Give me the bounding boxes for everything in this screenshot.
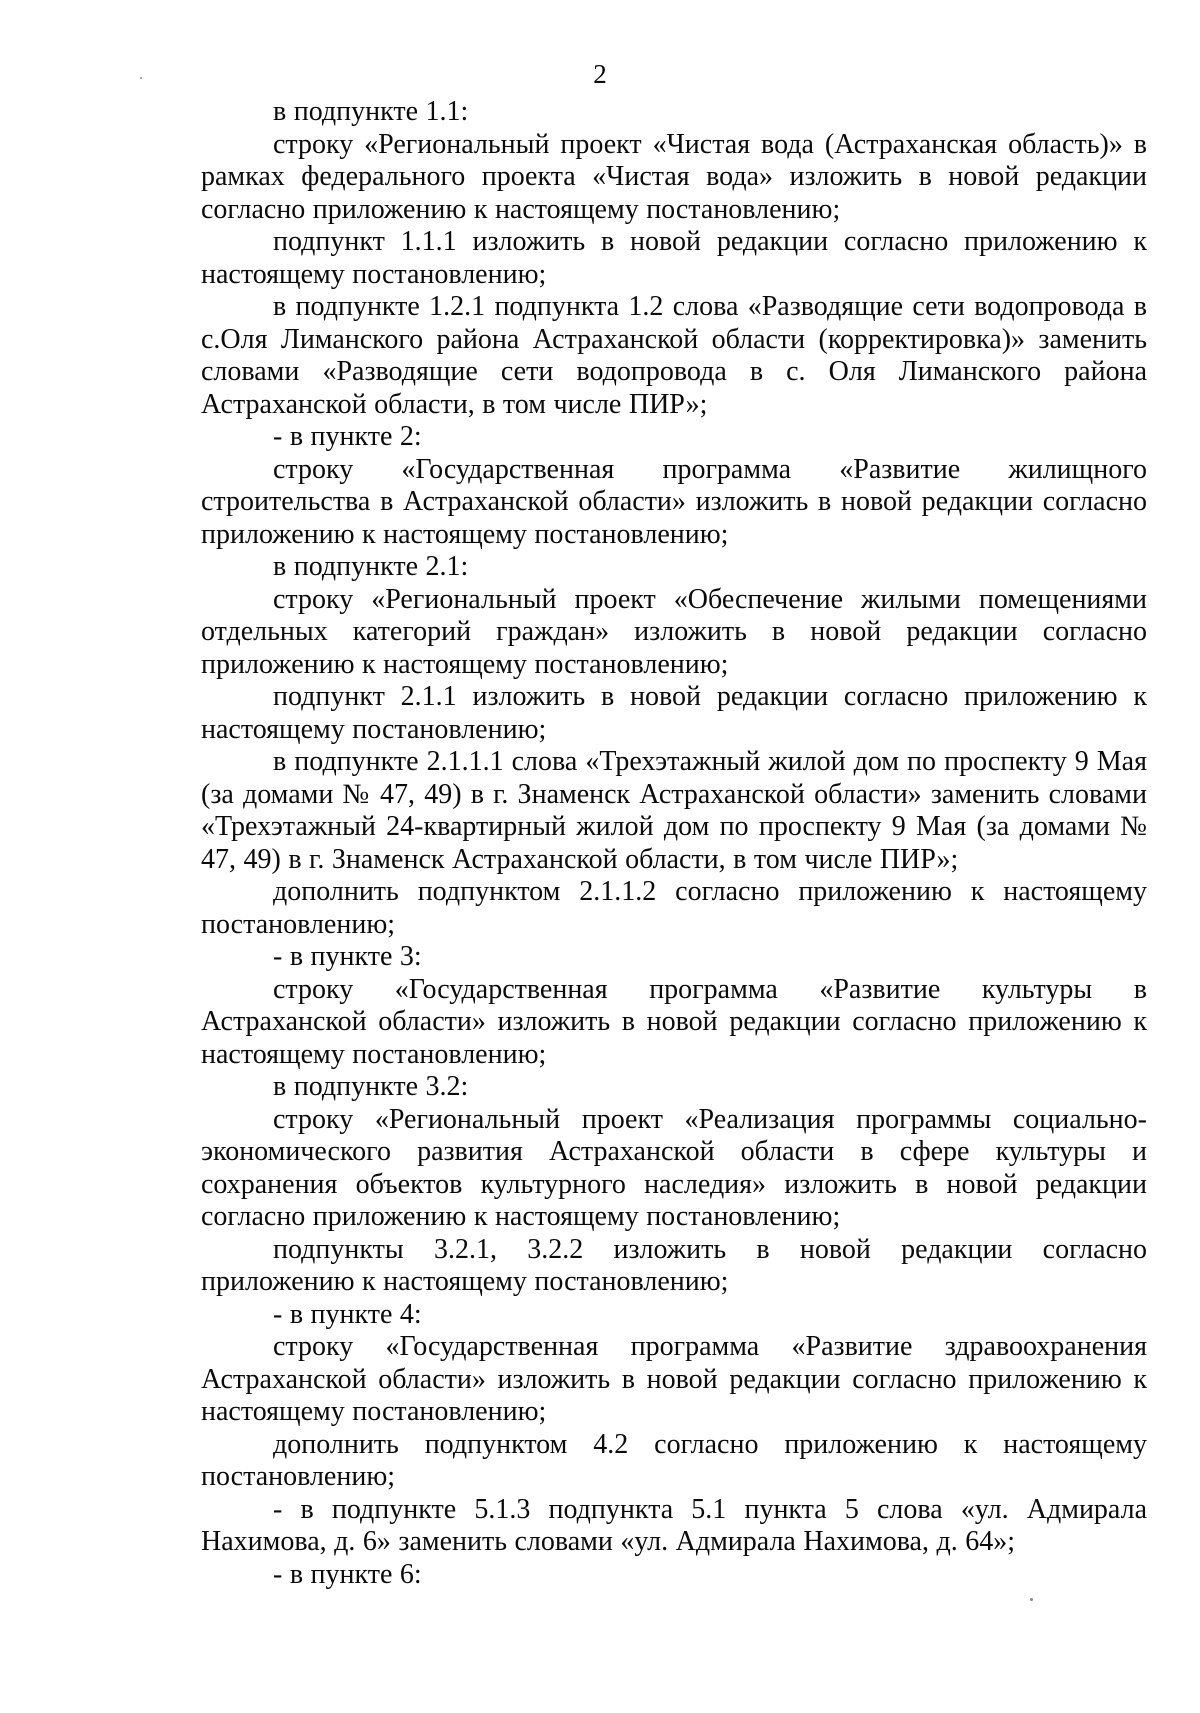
paragraph: дополнить подпунктом 4.2 согласно приложению к настоящему постановлению;	[201, 1428, 1147, 1492]
paragraph: - в пункте 2:	[273, 421, 422, 452]
paragraph: - в подпункте 5.1.3 подпункта 5.1 пункта 5 слова «ул. Адмирала Нахимова, д. 6» заменить словами «ул. Адмирала Нахимова, д. 64»;	[201, 1493, 1147, 1557]
paragraph: строку «Государственная программа «Развитие здравоохранения Астраханской области» изложить в новой редакции согласно приложению к настоящему постановлению;	[201, 1331, 1147, 1427]
paragraph: подпункт 2.1.1 изложить в новой редакции согласно приложению к настоящему постановлению;	[201, 681, 1147, 745]
paragraph: в подпункте 2.1:	[273, 551, 469, 582]
paragraph: дополнить подпунктом 2.1.1.2 согласно приложению к настоящему постановлению;	[201, 876, 1147, 940]
paragraph: в подпункте 3.2:	[273, 1071, 469, 1102]
paragraph: в подпункте 2.1.1.1 слова «Трехэтажный жилой дом по проспекту 9 Мая (за домами № 47, 49) в г. Знаменск Астраханской области» заменить словами «Трехэтажный 24-квартирный жилой дом по проспекту 9 Мая (за домами № 47, 49) в г. Знаменск Астраханской области, в том числе ПИР»;	[201, 746, 1147, 875]
paragraph: - в пункте 4:	[273, 1298, 422, 1330]
page-number: 2	[593, 59, 607, 89]
paragraph: строку «Региональный проект «Реализация программы социально-экономического развития Астраханской области в сфере культуры и сохранения объектов культурного наследия» изложить в новой редакции согласно приложению к настоящему постановлению;	[201, 1103, 1147, 1232]
paragraph: подпункты 3.2.1, 3.2.2 изложить в новой редакции согласно приложению к настоящему постановлению;	[201, 1233, 1147, 1297]
paragraph: в подпункте 1.1:	[273, 96, 469, 127]
paragraph: в подпункте 1.2.1 подпункта 1.2 слова «Разводящие сети водопровода в с.Оля Лиманского района Астраханской области (корректировка)» заменить словами «Разводящие сети водопровода в с. Оля Лиманского района Астраханской области, в том числе ПИР»;	[201, 291, 1147, 420]
paragraph: строку «Региональный проект «Чистая вода (Астраханская область)» в рамках федерального проекта «Чистая вода» изложить в новой редакции согласно приложению к настоящему постановлению;	[201, 128, 1147, 225]
paragraph: строку «Региональный проект «Обеспечение жилыми помещениями отдельных категорий граждан» изложить в новой редакции согласно приложению к настоящему постановлению;	[201, 583, 1147, 680]
document-body	[201, 96, 1147, 1591]
paragraph: - в пункте 3:	[273, 941, 422, 972]
paragraph: строку «Государственная программа «Развитие культуры в Астраханской области» изложить в новой редакции согласно приложению к настоящему постановлению;	[201, 973, 1147, 1070]
paragraph: - в пункте 6:	[273, 1558, 422, 1590]
scan-speck	[1030, 1598, 1033, 1601]
paragraph: строку «Государственная программа «Развитие жилищного строительства в Астраханской области» изложить в новой редакции согласно приложению к настоящему постановлению;	[201, 453, 1147, 550]
scan-speck	[140, 77, 142, 79]
paragraph: подпункт 1.1.1 изложить в новой редакции согласно приложению к настоящему постановлению;	[201, 226, 1147, 290]
